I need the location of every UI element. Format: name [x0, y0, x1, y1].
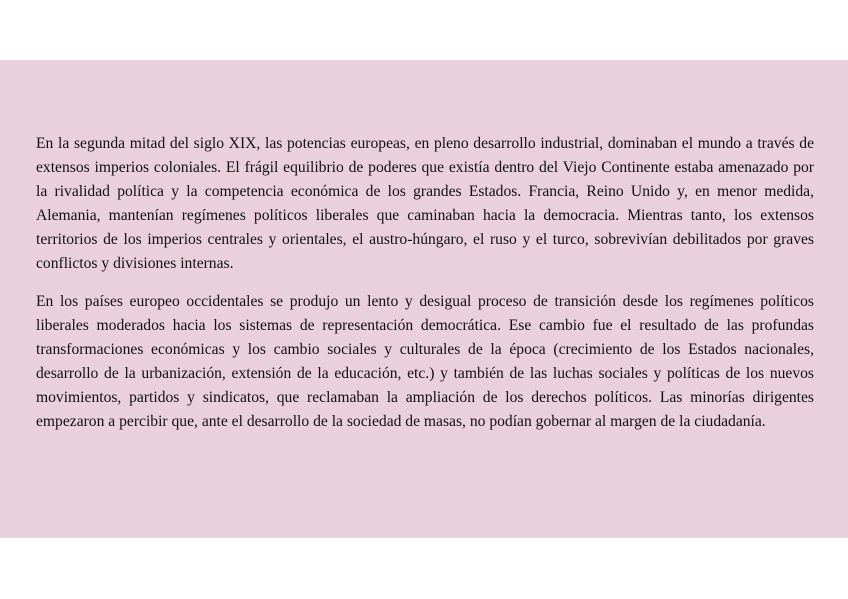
- paragraph-2: En los países europeo occidentales se produjo un lento y desigual proceso de transición desde los regímenes políticos liberales moderados hacia los sistemas de representación democrática. Ese cambio fue el resultado de las profundas transformaciones económicas y los cambio sociales y culturales de la época (crecimiento de los Estados nacionales, desarrollo de la urbanización, extensión de la educación, etc.) y también de las luchas sociales y políticas de los nuevos movimientos, partidos y sindicatos, que reclamaban la ampliación de los derechos políticos. Las minorías dirigentes empezaron a percibir que, ante el desarrollo de la sociedad de masas, no podían gobernar al margen de la ciudadanía.: [36, 292, 814, 431]
- text-body: [36, 132, 814, 434]
- paragraph-1: En la segunda mitad del siglo XIX, las potencias europeas, en pleno desarrollo industrial, dominaban el mundo a través de extensos imperios coloniales. El frágil equilibrio de poderes que existía dentro del Viejo Continente estaba amenazado por la rivalidad política y la competencia económica de los grandes Estados. Francia, Reino Unido y, en menor medida, Alemania, mantenían regímenes políticos liberales que caminaban hacia la democracia. Mientras tanto, los extensos territorios de los imperios centrales y orientales, el austro-húngaro, el ruso y el turco, sobrevivían debilitados por graves conflictos y divisiones internas.: [36, 135, 814, 273]
